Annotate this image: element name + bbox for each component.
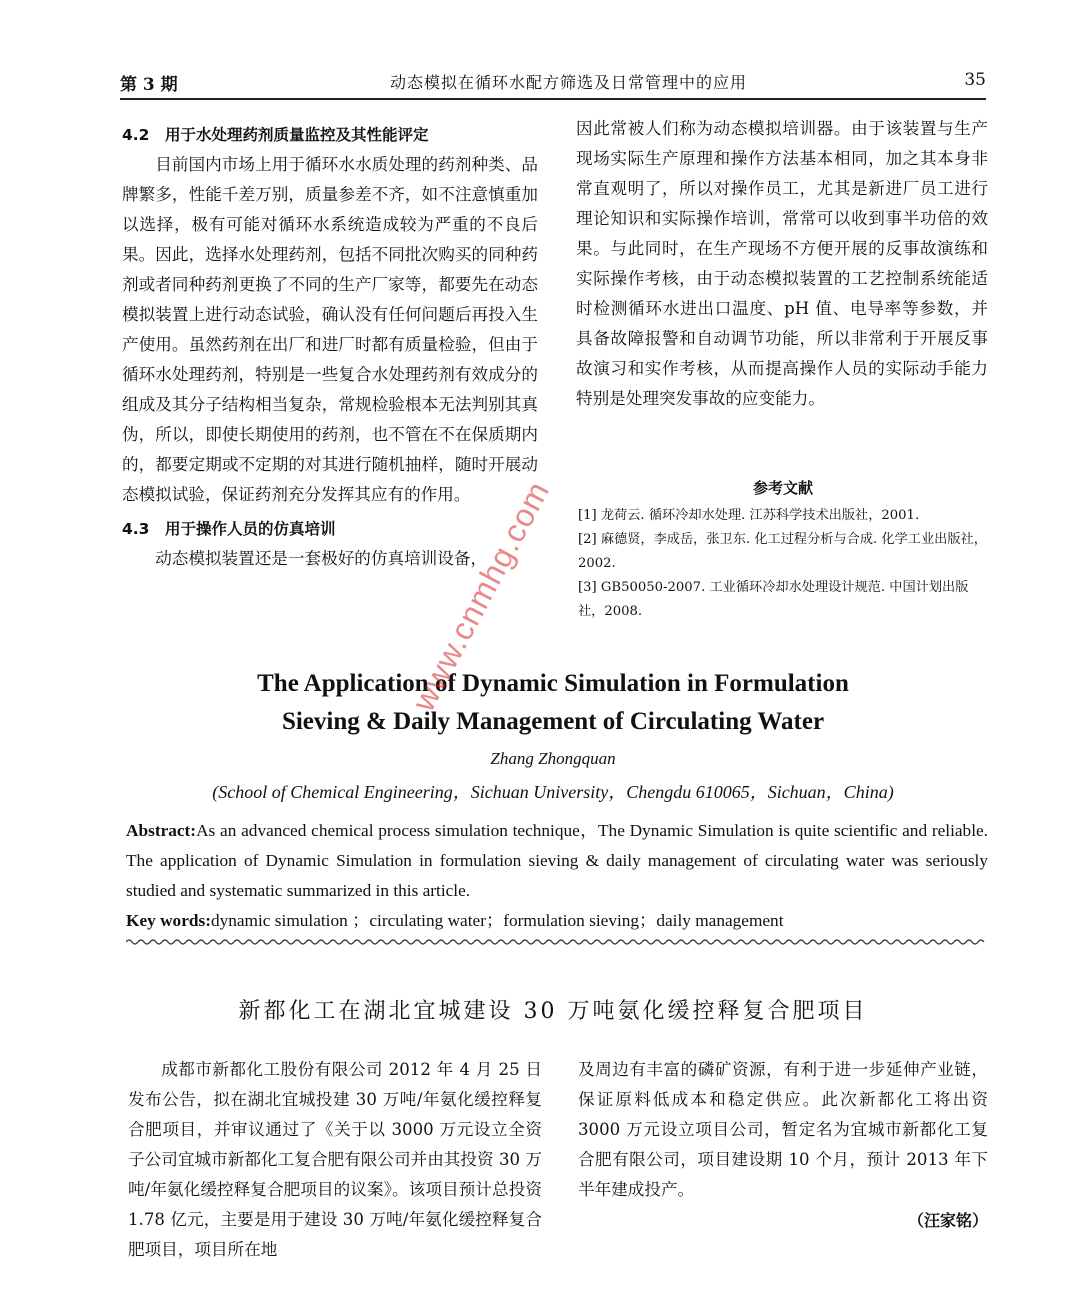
news-right-body: 及周边有丰富的磷矿资源，有利于进一步延伸产业链，保证原料低成本和稳定供应。此次新都化工将出资 3000 万元设立项目公司，暂定名为宜城市新都化工复合肥有限公司，项目建设期 10 个月，预计 2013 年下半年建成投产。 [578,1060,988,1199]
wavy-divider [126,938,988,946]
news-left-column [128,1055,542,1265]
right-column [576,114,988,414]
english-title-line-1: The Application of Dynamic Simulation in Formulation [257,670,849,697]
running-header [120,62,986,100]
section-4-2-title: 4.2 用于水处理药剂质量监控及其性能评定 [122,126,429,144]
abstract-label: Abstract: [126,821,197,840]
references-title: 参考文献 [752,479,813,497]
keywords-label: Key words: [126,911,211,930]
reference-item: [1] 龙荷云. 循环冷却水处理. 江苏科学技术出版社，2001. [578,508,920,523]
section-4-3-body: 动态模拟装置还是一套极好的仿真培训设备， [155,549,488,568]
reference-item: [3] GB50050-2007. 工业循环冷却水处理设计规范. 中国计划出版社，2008. [578,580,969,619]
news-signature: （汪家铭） [907,1211,988,1230]
author: Zhang Zhongquan [490,749,616,768]
section-4-3-title: 4.3 用于操作人员的仿真培训 [122,520,336,538]
references [578,476,988,624]
watermark: www.cnmhg.com [405,474,557,717]
reference-item: [2] 麻德贤，李成岳，张卫东. 化工过程分析与合成. 化学工业出版社，2002. [578,532,987,571]
news-title: 新都化工在湖北宜城建设 30 万吨氨化缓控释复合肥项目 [238,999,868,1024]
english-title-line-2: Sieving & Daily Management of Circulating Water [281,708,825,735]
keywords-text: dynamic simulation ；circulating water；formulation sieving；daily management [210,911,784,930]
issue-label: 第 3 期 [120,75,178,95]
right-column-body: 因此常被人们称为动态模拟培训器。由于该装置与生产现场实际生产原理和操作方法基本相同，加之其本身非常直观明了，所以对操作员工，尤其是新进厂员工进行理论知识和实际操作培训，常常可以收到事半功倍的效果。与此同时，在生产现场不方便开展的反事故演练和实际操作考核，由于动态模拟装置的工艺控制系统能适时检测循环水进出口温度、pH 值、电导率等参数，并具备故障报警和自动调节功能，所以非常利于开展反事故演习和实作考核，从而提高操作人员的实际动手能力特别是处理突发事故的应变能力。 [576,119,988,408]
left-column [122,120,538,574]
news-left-body: 成都市新都化工股份有限公司 2012 年 4 月 25 日发布公告，拟在湖北宜城投建 30 万吨/年氨化缓控释复合肥项目，并审议通过了《关于以 3000 万元设立全资子公司宜城市新都化工复合肥有限公司并由其投资 30 万吨/年氨化缓控释复合肥项目的议案》。该项目预计总投资 1.78 亿元，主要是用于建设 30 万吨/年氨化缓控释复合肥项目，项目所在地 [128,1060,542,1259]
abstract-text: As an advanced chemical process simulation technique，The Dynamic Simulation is quite scientific and reliable. The application of Dynamic Simulation in formulation sieving & daily management of circulating water was seriously studied and systematic summarized in this article. [126,821,988,900]
running-title: 动态模拟在循环水配方筛选及日常管理中的应用 [390,73,748,92]
news-right-column [578,1055,988,1205]
page-number: 35 [964,70,986,90]
section-4-2-body: 目前国内市场上用于循环水水质处理的药剂种类、品牌繁多，性能千差万别，质量参差不齐，如不注意慎重加以选择，极有可能对循环水系统造成较为严重的不良后果。因此，选择水处理药剂，包括不同批次购买的同种药剂或者同种药剂更换了不同的生产厂家等，都要先在动态模拟装置上进行动态试验，确认没有任何问题后再投入生产使用。虽然药剂在出厂和进厂时都有质量检验，但由于循环水处理药剂，特别是一些复合水处理药剂有效成分的组成及其分子结构相当复杂，常规检验根本无法判别其真伪，所以，即使长期使用的药剂，也不管在不在保质期内的，都要定期或不定期的对其进行随机抽样，随时开展动态模拟试验，保证药剂充分发挥其应有的作用。 [122,155,538,504]
keywords [126,906,988,931]
affiliation: (School of Chemical Engineering，Sichuan University，Chengdu 610065，Sichuan，China) [212,782,894,802]
abstract [126,816,988,906]
